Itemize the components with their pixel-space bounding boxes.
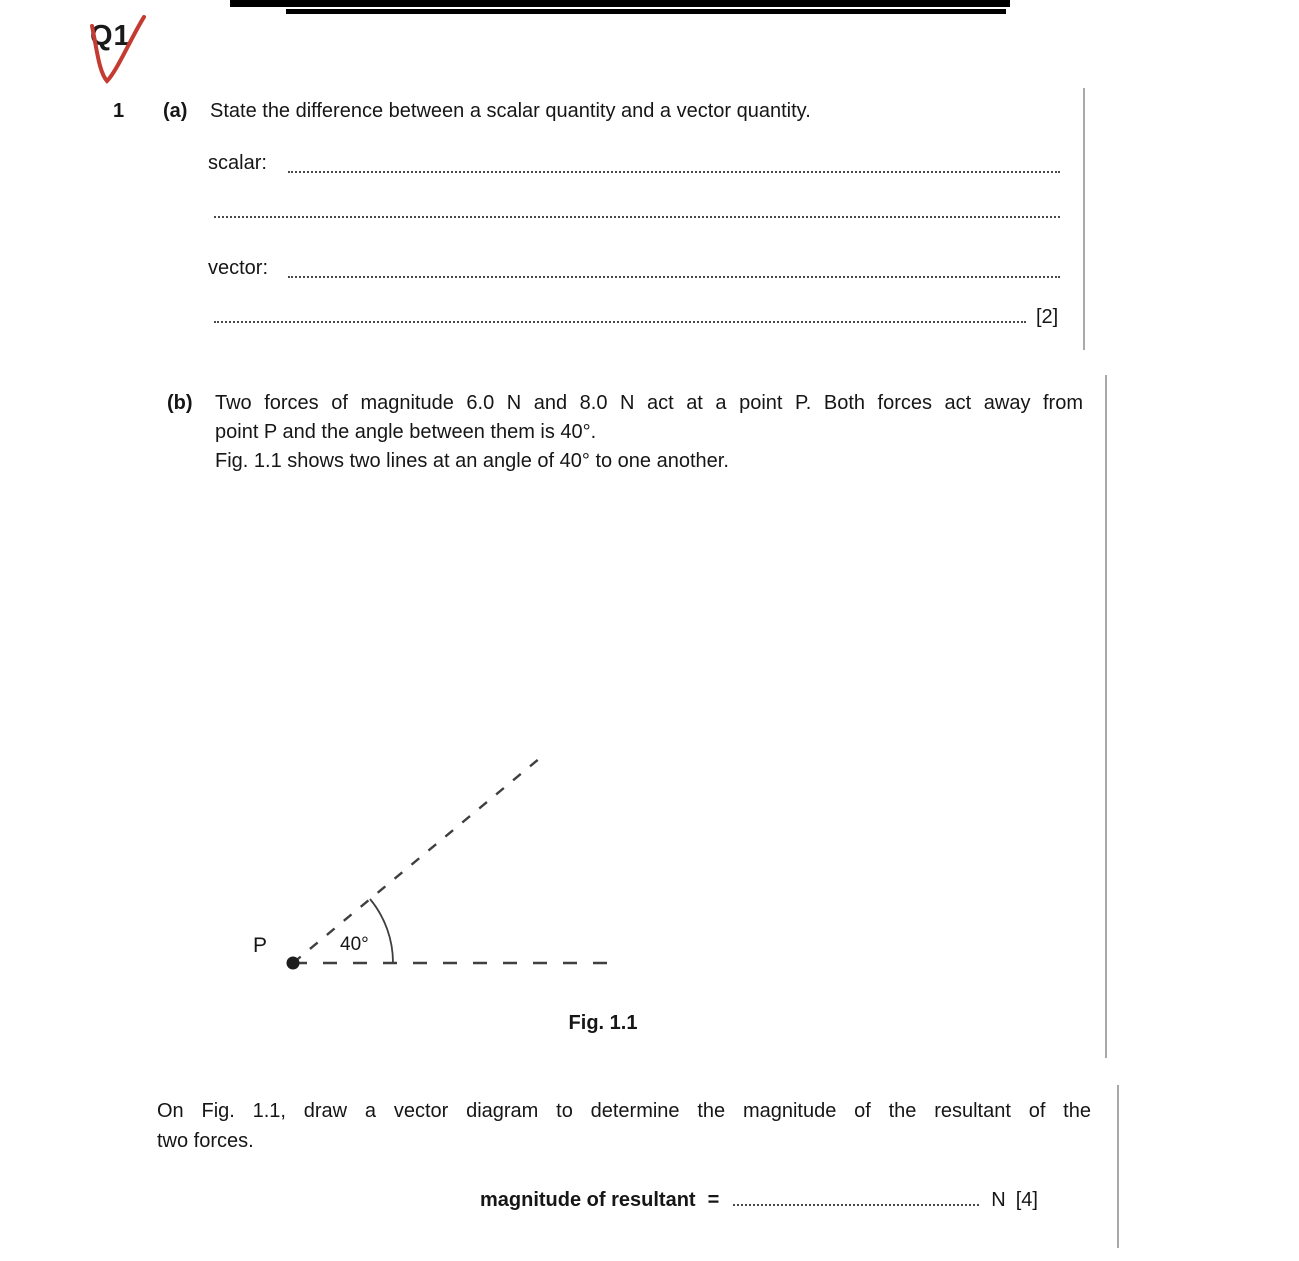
resultant-answer-line bbox=[733, 1186, 979, 1206]
instruction-line: two forces. bbox=[157, 1130, 254, 1152]
part-b-text bbox=[215, 389, 1083, 476]
equals-sign: = bbox=[707, 1189, 720, 1211]
point-p-dot bbox=[287, 957, 300, 970]
scalar-label: scalar: bbox=[208, 152, 267, 174]
part-a-marks: [2] bbox=[1036, 306, 1059, 328]
part-b-text-line: Fig. 1.1 shows two lines at an angle of 40° to one another. bbox=[215, 450, 729, 472]
checkmark-annotation-icon bbox=[80, 14, 172, 96]
angle-diagram bbox=[240, 740, 640, 990]
part-b-marks: [4] bbox=[1015, 1189, 1038, 1211]
margin-rule bbox=[1083, 88, 1085, 350]
part-b-text-line: Two forces of magnitude 6.0 N and 8.0 N act at a point P. Both forces act away from bbox=[215, 392, 1083, 414]
vector-label: vector: bbox=[208, 257, 269, 279]
part-a-label: (a) bbox=[163, 100, 188, 122]
margin-rule bbox=[1117, 1085, 1119, 1248]
part-b-label: (b) bbox=[167, 392, 193, 414]
page-edge-bar bbox=[286, 9, 1006, 14]
question-number: 1 bbox=[113, 100, 125, 122]
margin-rule bbox=[1105, 375, 1107, 1058]
point-p-label: P bbox=[253, 934, 268, 957]
figure-caption: Fig. 1.1 bbox=[568, 1012, 638, 1034]
angle-arc bbox=[370, 899, 393, 963]
resultant-answer-row bbox=[480, 1186, 1092, 1215]
scalar-answer-line bbox=[288, 149, 1060, 173]
part-b-text-line: point P and the angle between them is 40°. bbox=[215, 421, 597, 443]
instruction-line: On Fig. 1.1, draw a vector diagram to determine the magnitude of the resultant of the bbox=[157, 1100, 1091, 1122]
vector-answer-line bbox=[288, 254, 1060, 278]
part-b-instruction bbox=[157, 1096, 1091, 1156]
answer-line bbox=[214, 297, 1026, 323]
angle-label: 40° bbox=[340, 934, 369, 955]
angled-dashed-line bbox=[293, 758, 540, 963]
resultant-answer-label: magnitude of resultant bbox=[480, 1189, 696, 1211]
part-a-prompt: State the difference between a scalar quantity and a vector quantity. bbox=[210, 100, 811, 122]
marker-annotation-q1: Q1 bbox=[90, 20, 131, 52]
answer-line bbox=[214, 192, 1060, 218]
page-edge-bar bbox=[230, 0, 1010, 7]
unit-label: N bbox=[991, 1189, 1006, 1211]
